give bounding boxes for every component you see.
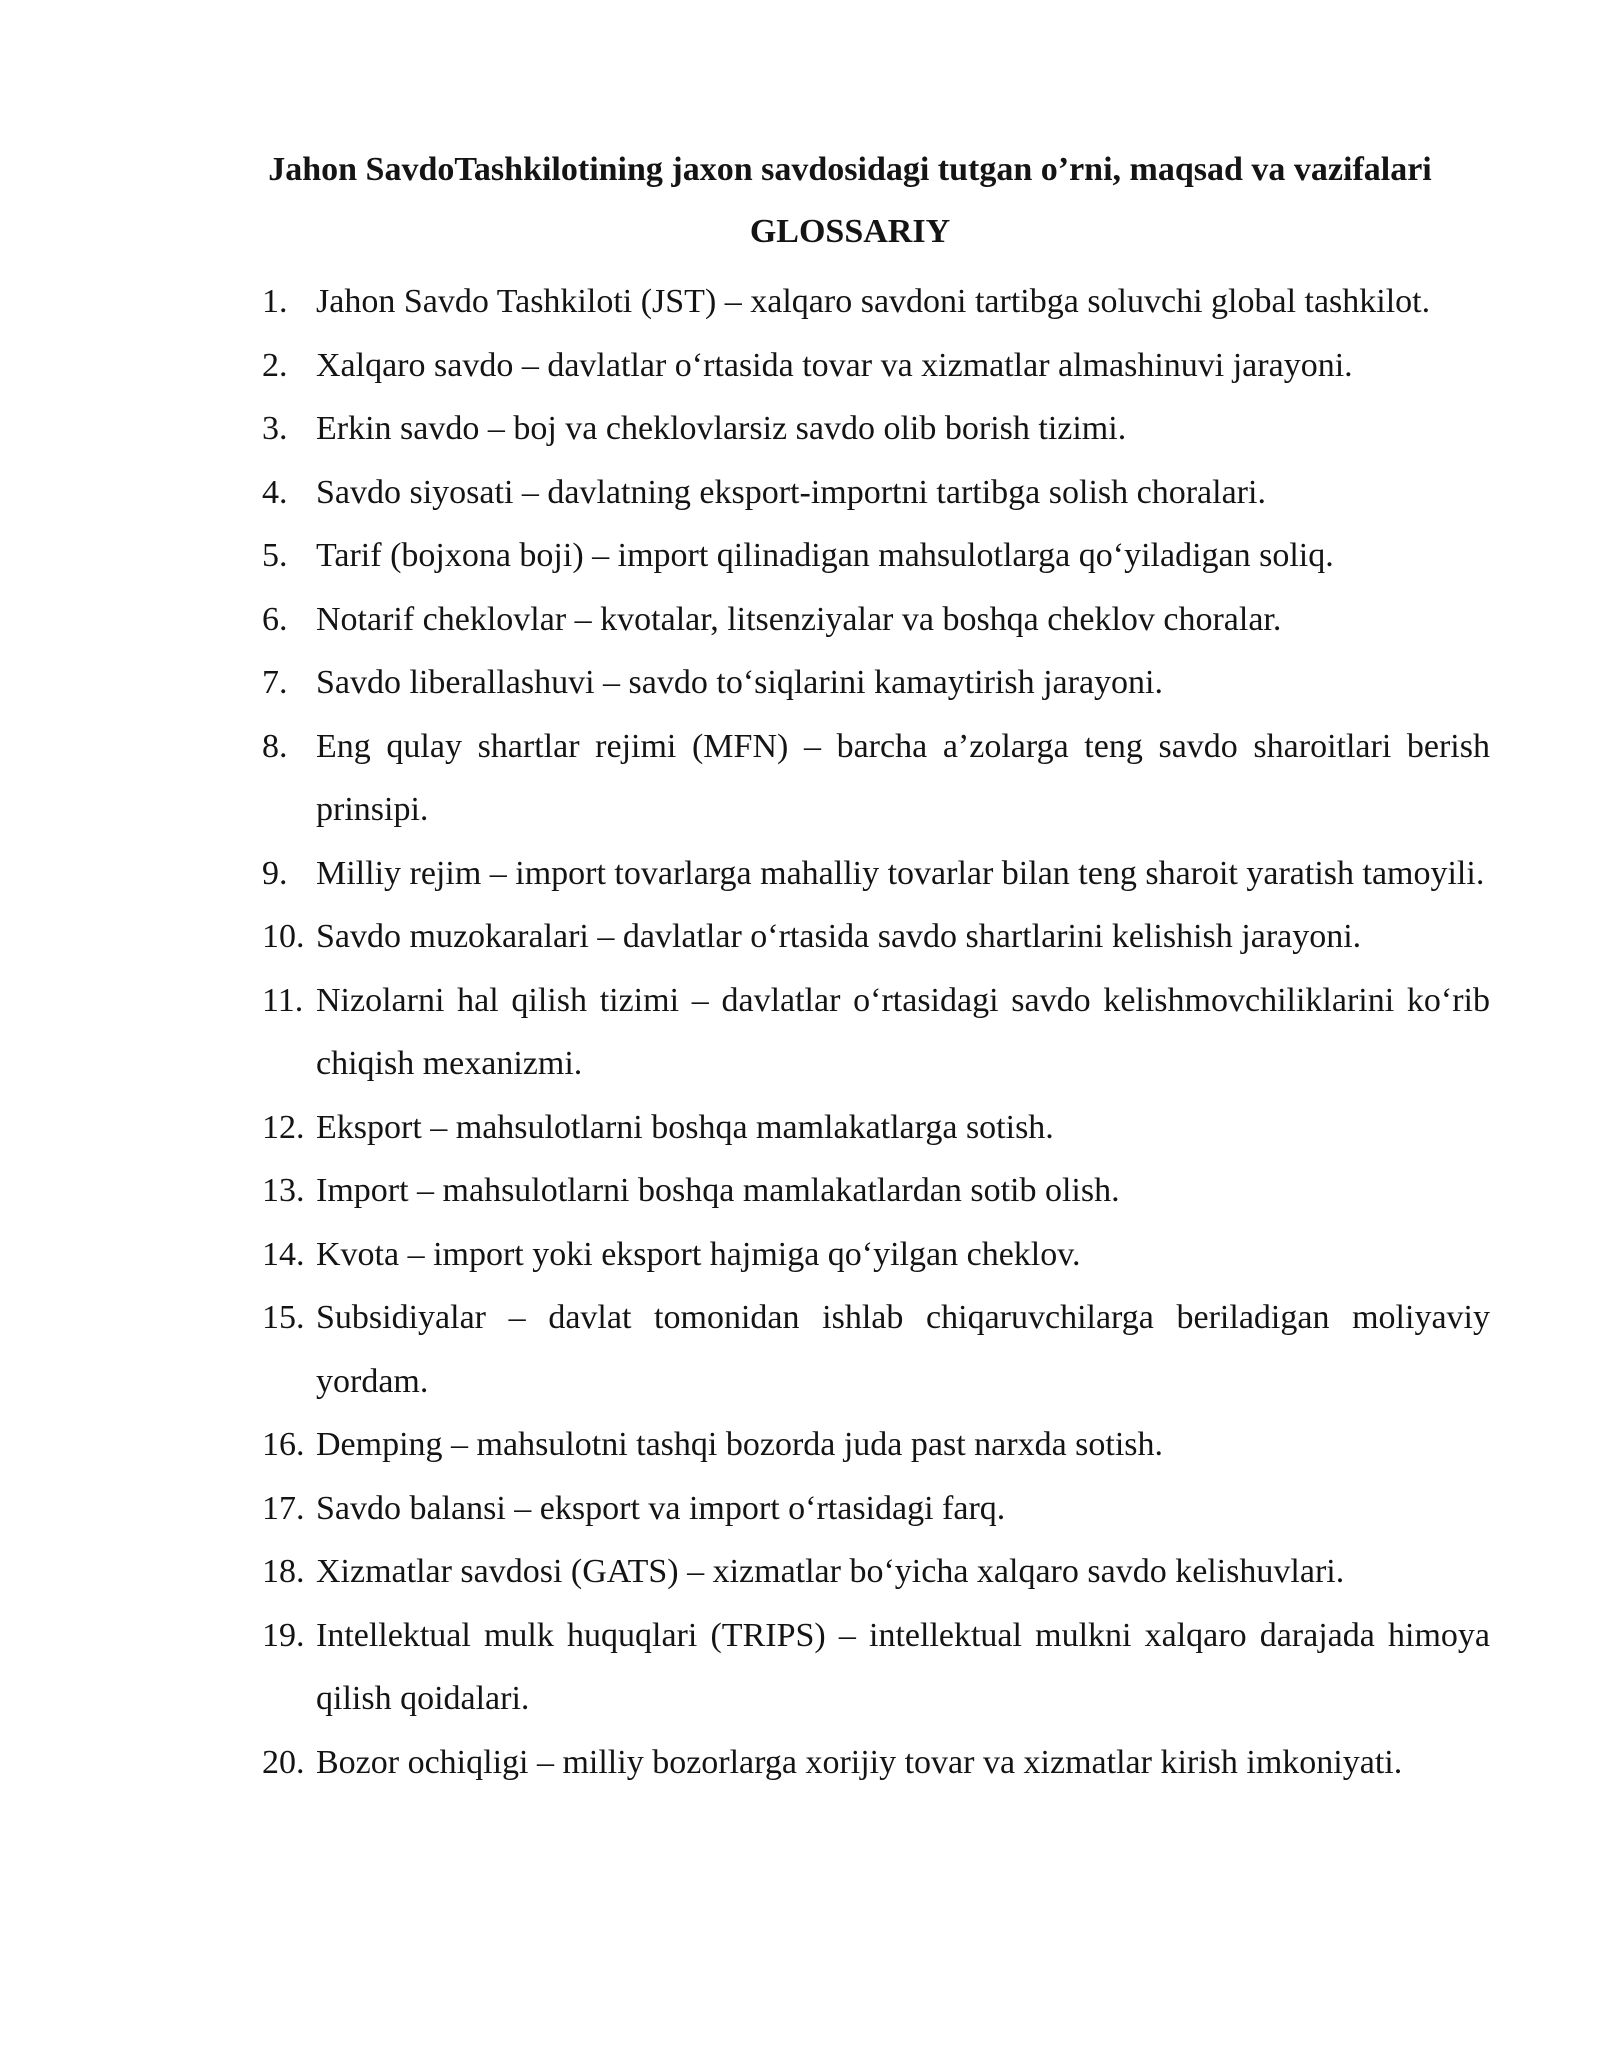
entry-number: 1. <box>262 283 288 320</box>
entry-text: Bozor ochiqligi – milliy bozorlarga xorijiy tovar va xizmatlar kirish imkoniyati. <box>316 1743 1403 1781</box>
entry-text: Eksport – mahsulotlarni boshqa mamlakatlarga sotish. <box>316 1108 1054 1146</box>
glossary-entry <box>262 1413 1490 1477</box>
entry-number: 13. <box>262 1172 305 1209</box>
entry-number: 20. <box>262 1743 305 1781</box>
entry-text: Savdo liberallashuvi – savdo to‘siqlarini kamaytirish jarayoni. <box>316 664 1163 701</box>
entry-text: Erkin savdo – boj va cheklovlarsiz savdo olib borish tizimi. <box>316 410 1127 447</box>
entry-text: Subsidiyalar – davlat tomonidan ishlab chiqaruvchilarga beriladigan moliyaviy yordam. <box>316 1299 1490 1400</box>
glossary-entry <box>262 524 1490 588</box>
entry-number: 18. <box>262 1553 305 1590</box>
entry-number: 4. <box>262 473 288 511</box>
entry-number: 12. <box>262 1108 305 1146</box>
glossary-entry <box>262 1604 1490 1731</box>
glossary-entry <box>262 842 1490 906</box>
entry-text: Savdo muzokaralari – davlatlar o‘rtasida savdo shartlarini kelishish jarayoni. <box>316 918 1362 955</box>
document-subtitle: GLOSSARIY <box>749 213 951 250</box>
entry-number: 14. <box>262 1235 305 1273</box>
glossary-entry <box>262 1731 1490 1795</box>
entry-text: Import – mahsulotlarni boshqa mamlakatlardan sotib olish. <box>316 1172 1120 1209</box>
glossary-entry <box>262 588 1490 652</box>
entry-number: 8. <box>262 727 288 765</box>
glossary-entry <box>262 334 1490 398</box>
entry-number: 16. <box>262 1426 305 1463</box>
entry-text: Notarif cheklovlar – kvotalar, litsenziyalar va boshqa cheklov choralar. <box>316 600 1282 638</box>
glossary-entry <box>262 651 1490 715</box>
glossary-entry <box>262 270 1490 334</box>
document-title: Jahon SavdoTashkilotining jaxon savdosidagi tutgan o’rni, maqsad va vazifalari <box>268 151 1432 188</box>
entry-text: Kvota – import yoki eksport hajmiga qo‘yilgan cheklov. <box>316 1235 1081 1273</box>
glossary-entry <box>262 397 1490 461</box>
entry-number: 7. <box>262 664 288 701</box>
entry-text: Savdo balansi – eksport va import o‘rtasidagi farq. <box>316 1489 1006 1527</box>
entry-text: Jahon Savdo Tashkiloti (JST) – xalqaro savdoni tartibga soluvchi global tashkilot. <box>316 283 1431 320</box>
glossary-entry <box>262 905 1490 969</box>
entry-number: 10. <box>262 918 305 955</box>
glossary-entry <box>262 1286 1490 1413</box>
entry-number: 15. <box>262 1299 305 1336</box>
glossary-entry <box>262 1540 1490 1604</box>
glossary-entry <box>262 461 1490 525</box>
entry-text: Nizolarni hal qilish tizimi – davlatlar o‘rtasidagi savdo kelishmovchiliklarini ko‘rib chiqish mexanizmi. <box>316 981 1490 1082</box>
entry-number: 19. <box>262 1616 305 1654</box>
entry-number: 3. <box>262 410 288 447</box>
entry-text: Eng qulay shartlar rejimi (MFN) – barcha a’zolarga teng savdo sharoitlari berish prinsipi. <box>316 727 1490 828</box>
entry-number: 2. <box>262 346 288 384</box>
glossary-entry <box>262 1223 1490 1287</box>
entry-number: 6. <box>262 600 288 638</box>
entry-number: 11. <box>262 981 304 1019</box>
glossary-entry <box>262 1096 1490 1160</box>
glossary-entry <box>262 1477 1490 1541</box>
entry-text: Tarif (bojxona boji) – import qilinadigan mahsulotlarga qo‘yiladigan soliq. <box>316 537 1334 574</box>
entry-text: Intellektual mulk huquqlari (TRIPS) – intellektual mulkni xalqaro darajada himoya qilish qoidalari. <box>316 1616 1490 1717</box>
entry-number: 5. <box>262 537 288 574</box>
glossary-entry <box>262 969 1490 1096</box>
entry-number: 9. <box>262 854 288 892</box>
entry-text: Xalqaro savdo – davlatlar o‘rtasida tovar va xizmatlar almashinuvi jarayoni. <box>316 346 1353 384</box>
glossary-entry <box>262 715 1490 842</box>
entry-text: Xizmatlar savdosi (GATS) – xizmatlar bo‘yicha xalqaro savdo kelishuvlari. <box>316 1553 1345 1590</box>
entry-text: Milliy rejim – import tovarlarga mahalliy tovarlar bilan teng sharoit yaratish tamoyili. <box>316 854 1485 892</box>
entry-text: Demping – mahsulotni tashqi bozorda juda past narxda sotish. <box>316 1426 1164 1463</box>
glossary-entry <box>262 1159 1490 1223</box>
entry-text: Savdo siyosati – davlatning eksport-importni tartibga solish choralari. <box>316 473 1266 511</box>
glossary-list <box>262 270 1490 1794</box>
entry-number: 17. <box>262 1489 305 1527</box>
